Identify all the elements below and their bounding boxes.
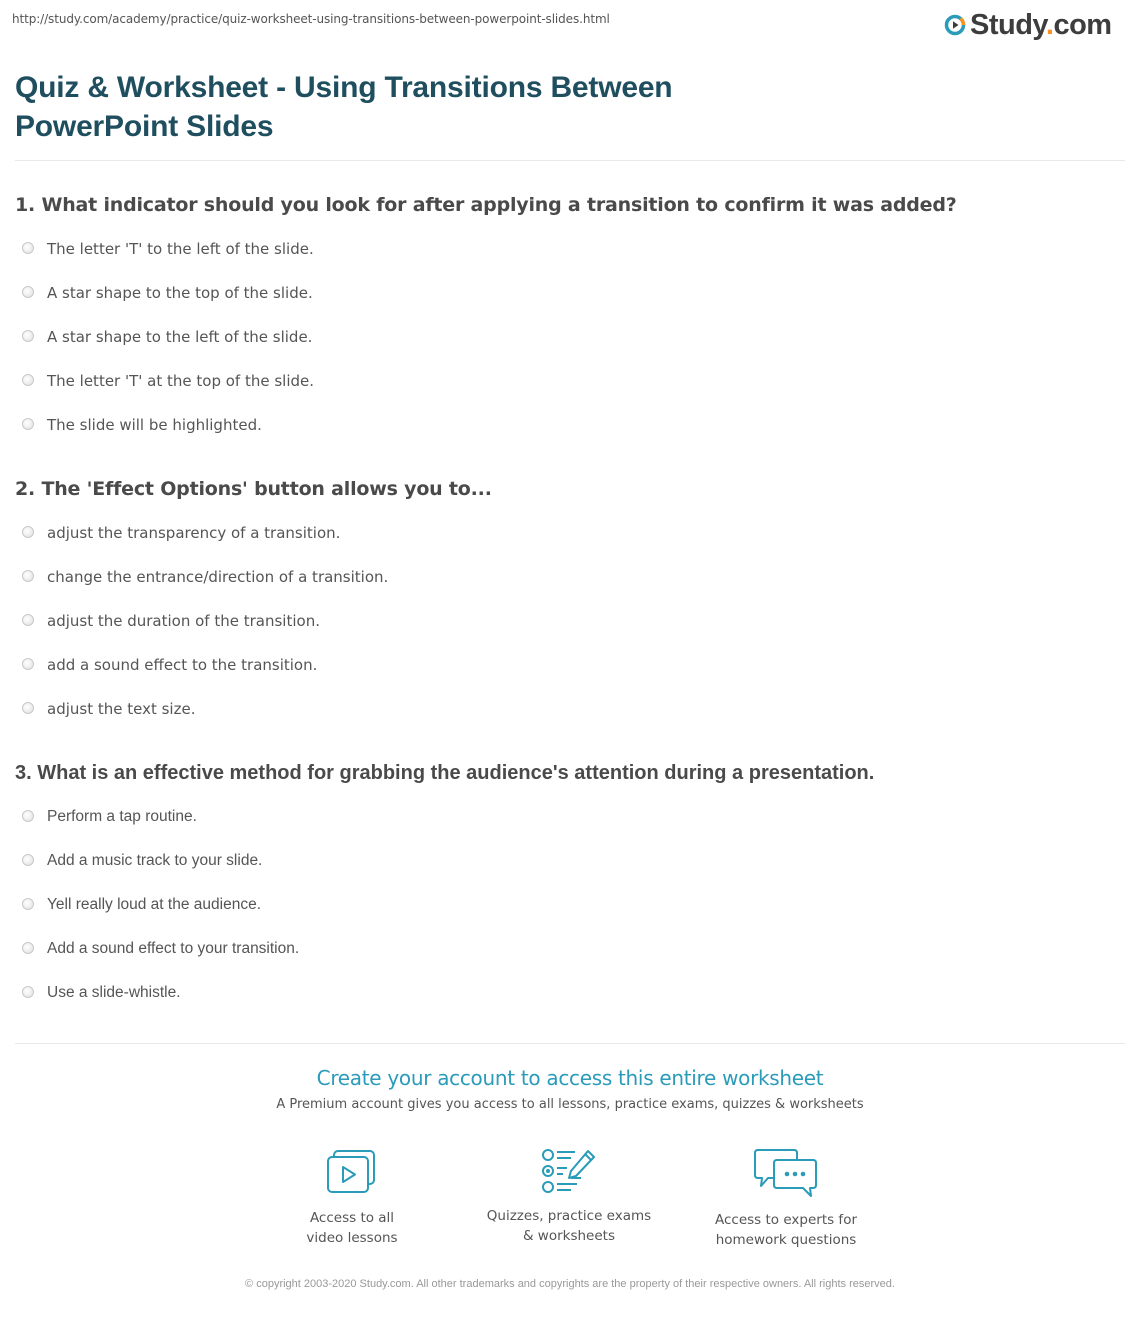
- radio-button[interactable]: [22, 418, 34, 430]
- feature-label: Access to experts for homework questions: [714, 1212, 857, 1248]
- option-label: adjust the transparency of a transition.: [47, 523, 341, 542]
- cta-divider: [15, 1043, 1125, 1044]
- copyright-footer: © copyright 2003-2020 Study.com. All other trademarks and copyrights are the property of their respective owners. All rights reserved.: [245, 1278, 895, 1290]
- radio-button[interactable]: [22, 702, 34, 714]
- answer-option[interactable]: [22, 643, 388, 687]
- feature-experts: [676, 1148, 896, 1250]
- feature-label: Access to all video lessons: [306, 1210, 398, 1246]
- option-label: Yell really loud at the audience.: [47, 896, 261, 914]
- answer-option[interactable]: [22, 687, 388, 731]
- radio-button[interactable]: [22, 942, 34, 954]
- radio-button[interactable]: [22, 526, 34, 538]
- answer-option[interactable]: [22, 555, 388, 599]
- page-title: Quiz & Worksheet - Using Transitions Between PowerPoint Slides: [15, 71, 673, 143]
- answer-option[interactable]: [22, 403, 314, 447]
- radio-button[interactable]: [22, 898, 34, 910]
- answer-option[interactable]: [22, 883, 299, 927]
- page-url: http://study.com/academy/practice/quiz-worksheet-using-transitions-between-powerpoint-slides.html: [12, 12, 610, 26]
- chat-bubbles-icon: [754, 1148, 818, 1198]
- title-divider: [15, 160, 1125, 161]
- play-circle-icon: [944, 14, 966, 36]
- question-1-options: [22, 227, 314, 447]
- radio-button[interactable]: [22, 810, 34, 822]
- radio-button[interactable]: [22, 986, 34, 998]
- option-label: Add a sound effect to your transition.: [47, 940, 300, 958]
- feature-label: Quizzes, practice exams & worksheets: [486, 1208, 652, 1244]
- question-3-options: [22, 795, 299, 1015]
- option-label: Use a slide-whistle.: [47, 984, 181, 1002]
- option-label: add a sound effect to the transition.: [47, 655, 318, 674]
- option-label: A star shape to the left of the slide.: [47, 327, 313, 346]
- radio-button[interactable]: [22, 658, 34, 670]
- radio-button[interactable]: [22, 330, 34, 342]
- feature-video-lessons: [242, 1148, 462, 1248]
- answer-option[interactable]: [22, 971, 299, 1015]
- radio-button[interactable]: [22, 614, 34, 626]
- answer-option[interactable]: [22, 839, 299, 883]
- option-label: change the entrance/direction of a transition.: [47, 567, 389, 586]
- video-lessons-icon: [326, 1148, 378, 1196]
- option-label: The slide will be highlighted.: [47, 415, 262, 434]
- question-2-options: [22, 511, 388, 731]
- create-account-link[interactable]: Create your account to access this entire worksheet: [316, 1066, 824, 1090]
- question-3: 3. What is an effective method for grabbing the audience's attention during a presentation.: [15, 762, 875, 784]
- quiz-checklist-icon: [541, 1148, 597, 1194]
- radio-button[interactable]: [22, 570, 34, 582]
- option-label: The letter 'T' to the left of the slide.: [47, 239, 314, 258]
- answer-option[interactable]: [22, 315, 314, 359]
- answer-option[interactable]: [22, 795, 299, 839]
- option-label: Add a music track to your slide.: [47, 852, 263, 870]
- option-label: adjust the duration of the transition.: [47, 611, 320, 630]
- question-1: 1. What indicator should you look for after applying a transition to confirm it was added?: [15, 194, 957, 216]
- question-2: 2. The 'Effect Options' button allows you to...: [15, 478, 492, 500]
- answer-option[interactable]: [22, 511, 388, 555]
- option-label: Perform a tap routine.: [47, 808, 197, 826]
- option-label: A star shape to the top of the slide.: [47, 283, 313, 302]
- radio-button[interactable]: [22, 374, 34, 386]
- answer-option[interactable]: [22, 271, 314, 315]
- feature-quizzes: [459, 1148, 679, 1246]
- answer-option[interactable]: [22, 359, 314, 403]
- cta-subtitle: A Premium account gives you access to all lessons, practice exams, quizzes & worksheets: [276, 1097, 864, 1112]
- option-label: The letter 'T' at the top of the slide.: [47, 371, 315, 390]
- logo-text: Study.com: [970, 8, 1112, 41]
- answer-option[interactable]: [22, 927, 299, 971]
- radio-button[interactable]: [22, 854, 34, 866]
- answer-option[interactable]: [22, 599, 388, 643]
- answer-option[interactable]: [22, 227, 314, 271]
- study-logo[interactable]: [944, 8, 1112, 42]
- radio-button[interactable]: [22, 242, 34, 254]
- radio-button[interactable]: [22, 286, 34, 298]
- option-label: adjust the text size.: [47, 699, 196, 718]
